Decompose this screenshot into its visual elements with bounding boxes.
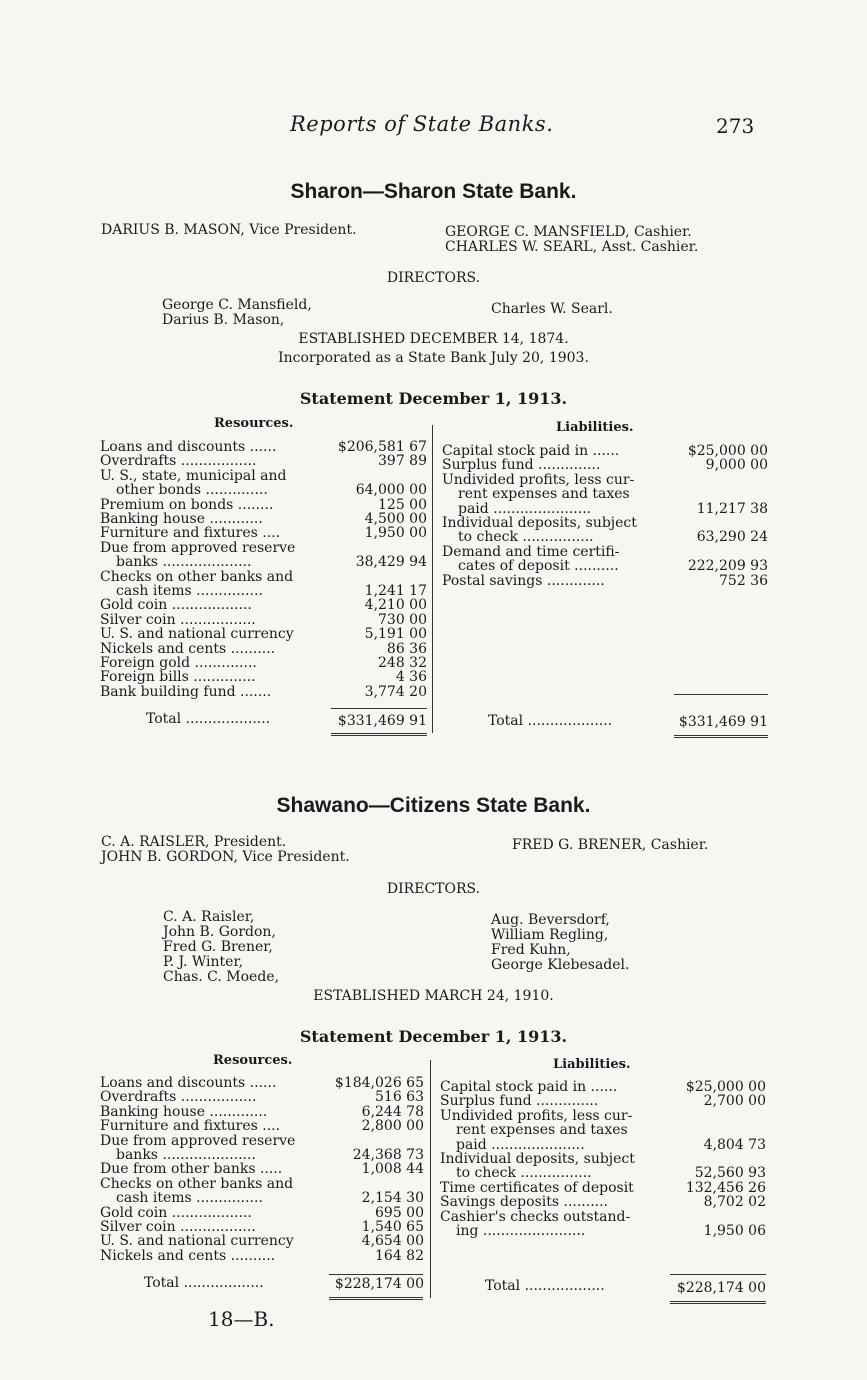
double-rule: [674, 735, 768, 738]
ledger-item-label: banks .....................: [116, 1147, 256, 1163]
column-divider: [430, 1060, 431, 1298]
director-name: Fred G. Brener,: [163, 939, 273, 955]
column-divider: [432, 425, 433, 733]
double-rule: [670, 1301, 766, 1304]
ledger-item-label: Overdrafts .................: [100, 453, 257, 470]
ledger-item-amount: 1,950 06: [703, 1223, 766, 1239]
director-name: John B. Gordon,: [163, 924, 276, 940]
ledger-item-label: cash items ...............: [116, 583, 263, 599]
total-label: Total ..................: [485, 1278, 605, 1294]
ledger-item-label: Savings deposits ..........: [440, 1194, 608, 1211]
ledger-item-label: Silver coin .................: [100, 611, 256, 628]
ledger-item-label: Undivided profits, less cur-: [442, 471, 635, 488]
ledger-item-amount: 1,008 44: [361, 1161, 424, 1178]
ledger-item-amount: 730 00: [378, 611, 427, 628]
total-rule: [331, 708, 427, 709]
signature-mark: 18—B.: [208, 1307, 275, 1331]
double-rule: [331, 733, 427, 736]
ledger-item-amount: 4,804 73: [703, 1136, 766, 1153]
statement-heading: Statement December 1, 1913.: [299, 1027, 568, 1046]
ledger-item-amount: 1,241 17: [364, 583, 427, 599]
ledger-item-label: Foreign bills ..............: [100, 669, 256, 686]
incorporated-line: Incorporated as a State Bank July 20, 1903.: [278, 350, 589, 366]
ledger-item-label: banks ....................: [116, 554, 252, 571]
ledger-item-amount: $25,000 00: [687, 443, 768, 459]
ledger-item-amount: 4,210 00: [364, 597, 427, 614]
director-name: George C. Mansfield,: [162, 297, 312, 313]
ledger-item-amount: 695 00: [375, 1204, 424, 1221]
ledger-item-label: cash items ...............: [116, 1190, 263, 1207]
total-resources: $331,469 91: [337, 713, 427, 729]
ledger-item-label: U. S., state, municipal and: [100, 467, 287, 484]
ledger-item-label: Undivided profits, less cur-: [440, 1107, 633, 1124]
total-label: Total ..................: [144, 1275, 264, 1291]
officer-left: DARIUS B. MASON, Vice President.: [101, 222, 357, 238]
total-rule: [674, 694, 768, 695]
ledger-item-label: Banking house ............: [100, 511, 263, 527]
ledger-item-label: Individual deposits, subject: [440, 1151, 635, 1167]
ledger-item-label: paid ......................: [458, 500, 592, 517]
running-head: Reports of State Banks.: [290, 112, 554, 136]
officer-right: GEORGE C. MANSFIELD, Cashier.: [445, 224, 692, 240]
ledger-item-label: U. S. and national currency: [100, 1233, 294, 1250]
director-name: Chas. C. Moede,: [163, 969, 280, 985]
bank-title-shawano: Shawano—Citizens State Bank.: [276, 794, 591, 817]
page-number: 273: [716, 114, 755, 138]
director-name: C. A. Raisler,: [163, 909, 255, 925]
ledger-item-label: Capital stock paid in ......: [442, 443, 620, 459]
ledger-item-label: Nickels and cents ..........: [100, 640, 276, 657]
ledger-item-amount: 2,154 30: [361, 1190, 424, 1207]
ledger-item-label: Capital stock paid in ......: [440, 1079, 618, 1095]
ledger-item-amount: 5,191 00: [364, 626, 427, 643]
ledger-item-label: Individual deposits, subject: [442, 515, 637, 531]
ledger-item-label: Surplus fund ..............: [442, 457, 601, 474]
ledger-item-label: Due from approved reserve: [100, 539, 296, 556]
director-name: Charles W. Searl.: [491, 301, 613, 317]
ledger-item-amount: 63,290 24: [696, 529, 768, 546]
ledger-item-label: paid .....................: [456, 1136, 585, 1153]
officer-right: CHARLES W. SEARL, Asst. Cashier.: [445, 239, 699, 255]
ledger-item-amount: 164 82: [375, 1247, 424, 1264]
ledger-item-label: rent expenses and taxes: [458, 486, 630, 503]
ledger-item-amount: 132,456 26: [685, 1179, 766, 1196]
ledger-item-amount: 222,209 93: [687, 558, 768, 575]
total-label: Total ...................: [488, 713, 613, 729]
double-rule: [329, 1297, 423, 1300]
ledger-item-amount: 2,800 00: [361, 1118, 424, 1135]
ledger-item-amount: $184,026 65: [334, 1075, 424, 1091]
ledger-item-amount: 9,000 00: [705, 457, 768, 474]
total-label: Total ...................: [146, 711, 271, 727]
ledger-item-label: Gold coin ..................: [100, 597, 252, 614]
ledger-item-label: Bank building fund .......: [100, 683, 272, 700]
ledger-item-label: ing .......................: [456, 1223, 586, 1239]
resources-heading: Resources.: [213, 1053, 293, 1068]
ledger-item-amount: 125 00: [378, 496, 427, 513]
ledger-item-amount: 86 36: [386, 640, 427, 657]
total-rule: [329, 1274, 423, 1275]
established-line: ESTABLISHED DECEMBER 14, 1874.: [298, 331, 569, 347]
ledger-item-label: cates of deposit ..........: [458, 558, 619, 575]
ledger-item-amount: 2,700 00: [703, 1093, 766, 1110]
ledger-item-label: to check ................: [458, 529, 594, 546]
ledger-item-label: Furniture and fixtures ....: [100, 525, 281, 542]
officer-left: JOHN B. GORDON, Vice President.: [101, 849, 350, 865]
director-name: George Klebesadel.: [491, 957, 630, 973]
ledger-item-amount: 52,560 93: [694, 1165, 766, 1182]
director-name: Fred Kuhn,: [491, 942, 571, 958]
liabilities-heading: Liabilities.: [553, 1057, 631, 1072]
ledger-item-label: Due from approved reserve: [100, 1132, 296, 1149]
total-liabilities: $331,469 91: [678, 714, 768, 730]
ledger-item-label: to check ................: [456, 1165, 592, 1182]
bank-title-sharon: Sharon—Sharon State Bank.: [290, 180, 577, 203]
ledger-item-label: Postal savings .............: [442, 572, 605, 589]
ledger-item-label: Surplus fund ..............: [440, 1093, 599, 1110]
ledger-item-amount: 397 89: [378, 453, 427, 470]
ledger-item-label: Silver coin .................: [100, 1219, 256, 1235]
directors-heading: DIRECTORS.: [386, 881, 481, 897]
total-rule: [670, 1274, 766, 1275]
ledger-item-amount: 1,540 65: [361, 1219, 424, 1235]
ledger-item-label: other bonds ..............: [116, 482, 268, 499]
ledger-item-amount: $206,581 67: [337, 439, 427, 455]
director-name: William Regling,: [491, 927, 609, 943]
ledger-item-amount: 11,217 38: [696, 500, 768, 517]
ledger-item-amount: 4,654 00: [361, 1233, 424, 1250]
ledger-item-label: Overdrafts .................: [100, 1089, 257, 1106]
ledger-item-amount: 516 63: [375, 1089, 424, 1106]
statement-heading: Statement December 1, 1913.: [299, 389, 568, 408]
ledger-item-label: Nickels and cents ..........: [100, 1247, 276, 1264]
officer-right: FRED G. BRENER, Cashier.: [512, 837, 709, 853]
ledger-item-label: rent expenses and taxes: [456, 1122, 628, 1139]
ledger-item-amount: 64,000 00: [355, 482, 427, 499]
ledger-item-amount: 4 36: [395, 669, 427, 686]
ledger-item-amount: $25,000 00: [685, 1079, 766, 1095]
director-name: P. J. Winter,: [163, 954, 244, 970]
ledger-item-label: Checks on other banks and: [100, 568, 294, 585]
ledger-item-label: U. S. and national currency: [100, 626, 294, 643]
directors-heading: DIRECTORS.: [386, 270, 481, 286]
ledger-item-label: Foreign gold ..............: [100, 655, 257, 671]
ledger-item-label: Banking house .............: [100, 1103, 268, 1120]
ledger-item-label: Time certificates of deposit: [440, 1179, 634, 1196]
ledger-item-amount: 1,950 00: [364, 525, 427, 542]
ledger-item-amount: 6,244 78: [361, 1103, 424, 1120]
ledger-item-label: Premium on bonds ........: [100, 496, 274, 513]
director-name: Darius B. Mason,: [162, 312, 285, 328]
liabilities-heading: Liabilities.: [556, 420, 634, 435]
ledger-item-label: Gold coin ..................: [100, 1204, 252, 1221]
ledger-item-label: Loans and discounts ......: [100, 439, 277, 455]
ledger-item-amount: 38,429 94: [355, 554, 427, 571]
ledger-item-amount: 8,702 02: [703, 1194, 766, 1211]
ledger-item-amount: 752 36: [719, 572, 768, 589]
total-resources: $228,174 00: [334, 1276, 424, 1292]
ledger-item-label: Demand and time certifi-: [442, 543, 620, 560]
ledger-item-amount: 4,500 00: [364, 511, 427, 527]
ledger-item-amount: 3,774 20: [364, 683, 427, 700]
ledger-item-label: Loans and discounts ......: [100, 1075, 277, 1091]
established-line: ESTABLISHED MARCH 24, 1910.: [313, 988, 554, 1004]
ledger-item-label: Cashier's checks outstand-: [440, 1208, 631, 1225]
ledger-item-label: Due from other banks .....: [100, 1161, 283, 1178]
officer-left: C. A. RAISLER, President.: [101, 834, 287, 850]
ledger-item-label: Furniture and fixtures ....: [100, 1118, 281, 1135]
total-liabilities: $228,174 00: [676, 1280, 766, 1296]
ledger-item-label: Checks on other banks and: [100, 1175, 294, 1192]
ledger-item-amount: 24,368 73: [352, 1147, 424, 1163]
ledger-item-amount: 248 32: [378, 655, 427, 671]
director-name: Aug. Beversdorf,: [491, 912, 610, 928]
resources-heading: Resources.: [214, 416, 294, 431]
